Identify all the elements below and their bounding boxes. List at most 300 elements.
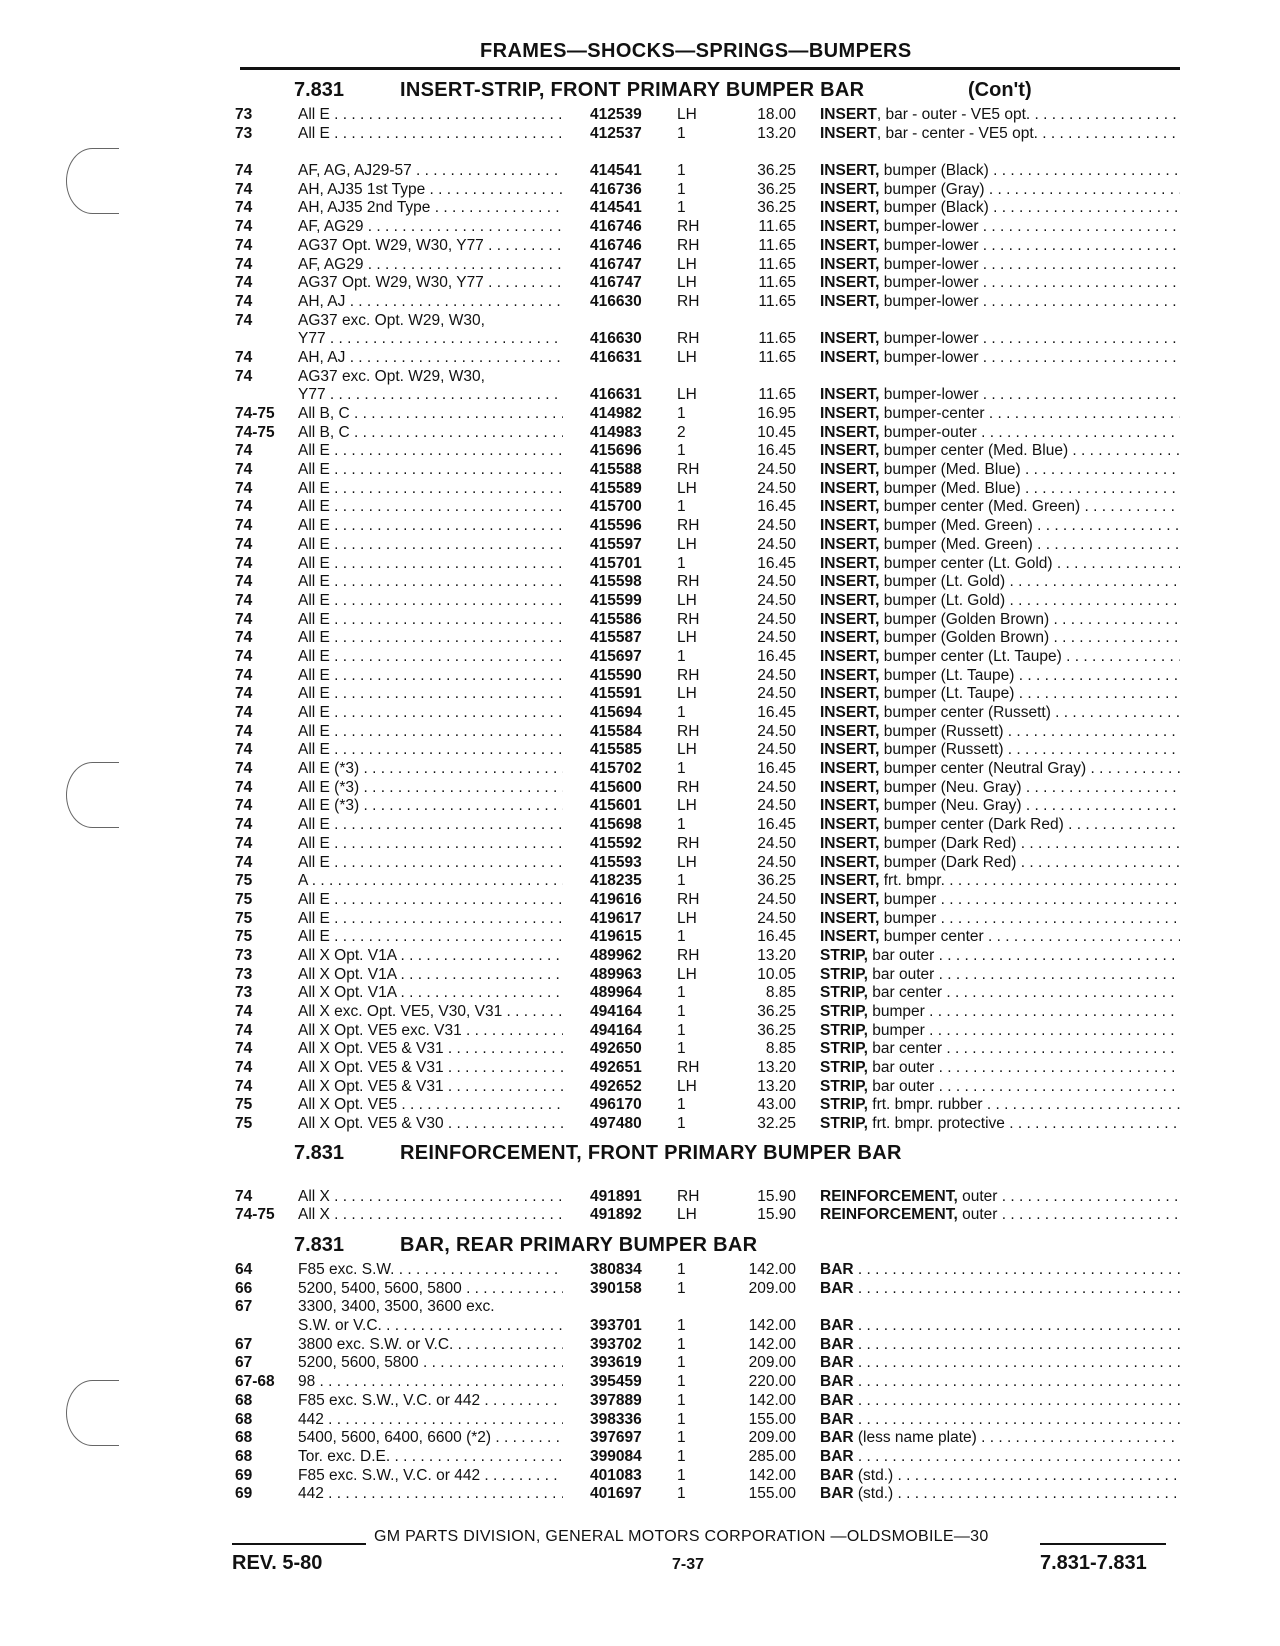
description-keyword: INSERT,	[820, 348, 880, 366]
part-number-cell: 415587	[590, 629, 642, 647]
table-row	[0, 1039, 1280, 1058]
price-cell: 209.00	[748, 1279, 796, 1297]
price-cell: 24.50	[757, 778, 796, 796]
model-cell: All E . . .	[298, 891, 563, 909]
description-keyword: INSERT,	[820, 591, 880, 609]
price-cell: 16.45	[757, 760, 796, 778]
description-keyword: INSERT	[820, 124, 877, 142]
description-text	[854, 1411, 1180, 1428]
price-cell: 142.00	[748, 1466, 796, 1484]
description-keyword: STRIP,	[820, 1059, 868, 1077]
year-cell: 74	[235, 498, 253, 516]
quantity-cell: 1	[677, 1391, 686, 1409]
price-cell: 142.00	[748, 1391, 796, 1409]
footer-section-range: 7.831-7.831	[1040, 1552, 1147, 1574]
description-text: bumper . . .	[879, 910, 1180, 927]
price-cell: 24.50	[757, 479, 796, 497]
year-cell: 74	[235, 274, 253, 292]
model-cell: AF, AG, AJ29-57 . . .	[298, 162, 563, 180]
description-text: bumper (Neu. Gray) . . .	[879, 797, 1180, 814]
model-cell: 3800 exc. S.W. or V.C. . . .	[298, 1336, 563, 1354]
model-cell: 98 . . .	[298, 1373, 563, 1391]
year-cell: 74	[235, 760, 253, 778]
quantity-cell: 1	[677, 180, 686, 198]
description-keyword: INSERT,	[820, 236, 880, 254]
quantity-cell: 1	[677, 760, 686, 778]
description-text: bumper center (Neutral Gray) . . .	[879, 760, 1180, 777]
description-text	[854, 1280, 1180, 1297]
quantity-cell: 1	[677, 704, 686, 721]
quantity-cell: 1	[677, 1354, 686, 1372]
model-cell: AG37 Opt. W29, W30, Y77 . . .	[298, 237, 563, 255]
description-text: bumper (Golden Brown) . . .	[879, 611, 1180, 628]
model-cell: All E . . .	[298, 517, 563, 535]
price-cell: 142.00	[748, 1261, 796, 1278]
model-cell: All E . . .	[298, 854, 563, 872]
description-keyword: INSERT,	[820, 741, 880, 759]
description-text: bumper center (Med. Green) . . .	[879, 498, 1180, 515]
model-cell: All E . . .	[298, 629, 563, 647]
table-row	[0, 1260, 1280, 1279]
description-text: bar center . . .	[868, 1040, 1180, 1057]
description-cell	[820, 536, 1180, 554]
quantity-cell: 1	[677, 1373, 686, 1391]
price-cell: 24.50	[757, 890, 796, 908]
quantity-cell: RH	[677, 236, 700, 254]
table-row	[0, 292, 1280, 311]
model-cell: All E . . .	[298, 555, 563, 573]
description-cell	[820, 1280, 1180, 1298]
section-title: BAR, REAR PRIMARY BUMPER BAR	[400, 1234, 758, 1256]
price-cell: 16.45	[757, 928, 796, 946]
part-number-cell: 397697	[590, 1429, 642, 1447]
year-cell: 74	[235, 554, 253, 572]
description-keyword: REINFORCEMENT,	[820, 1187, 958, 1205]
model-cell: All X Opt. VE5 exc. V31 . . .	[298, 1022, 563, 1040]
description-cell	[820, 424, 1180, 442]
year-cell: 68	[235, 1410, 253, 1428]
quantity-cell: 1	[677, 1096, 686, 1114]
table-row	[0, 124, 1280, 143]
table-row	[0, 217, 1280, 236]
price-cell: 11.65	[758, 274, 796, 292]
description-keyword: BAR	[820, 1410, 854, 1428]
price-cell: 24.50	[757, 853, 796, 871]
quantity-cell: RH	[677, 573, 700, 591]
year-cell: 74	[235, 704, 253, 721]
price-cell: 10.45	[757, 423, 796, 441]
quantity-cell: RH	[677, 292, 700, 310]
quantity-cell: 1	[677, 1466, 686, 1484]
part-number-cell: 414982	[590, 405, 642, 422]
price-cell: 24.50	[757, 461, 796, 479]
description-cell	[820, 480, 1180, 498]
description-text: bar outer . . .	[868, 1078, 1180, 1095]
quantity-cell: 1	[677, 1115, 686, 1133]
description-keyword: BAR	[820, 1391, 854, 1409]
part-number-cell: 494164	[590, 1003, 642, 1020]
part-number-cell: 414541	[590, 162, 642, 180]
price-cell: 24.50	[757, 629, 796, 647]
year-cell: 74	[235, 797, 253, 815]
table-row	[0, 778, 1280, 797]
year-cell: 69	[235, 1485, 253, 1503]
year-cell: 68	[235, 1391, 253, 1409]
description-keyword: INSERT,	[820, 386, 880, 404]
model-cell: All E . . .	[298, 592, 563, 610]
model-cell: All B, C . . .	[298, 405, 563, 423]
year-cell: 74	[235, 685, 253, 703]
section-insert-strip	[0, 78, 1280, 1133]
part-number-cell: 491891	[590, 1187, 642, 1205]
description-keyword: INSERT,	[820, 479, 880, 497]
table-row	[0, 871, 1280, 890]
year-cell: 73	[235, 984, 253, 1002]
model-cell: AH, AJ35 2nd Type . . .	[298, 199, 563, 217]
table-row	[0, 1353, 1280, 1372]
part-number-cell: 416630	[590, 330, 642, 348]
price-cell: 11.65	[758, 386, 796, 404]
quantity-cell: RH	[677, 778, 700, 796]
part-number-cell: 415600	[590, 778, 642, 796]
part-number-cell: 416631	[590, 386, 642, 404]
year-cell: 74-75	[235, 423, 275, 441]
quantity-cell: 1	[677, 1485, 686, 1503]
description-cell	[820, 648, 1180, 666]
description-keyword: BAR	[820, 1335, 854, 1353]
part-number-cell: 380834	[590, 1261, 642, 1278]
table-row	[0, 180, 1280, 199]
table-row	[0, 441, 1280, 460]
table-row	[0, 535, 1280, 554]
table-row	[0, 1391, 1280, 1410]
table-row	[0, 796, 1280, 815]
year-cell: 74-75	[235, 1206, 275, 1224]
model-cell: All E . . .	[298, 816, 563, 834]
table-row	[0, 255, 1280, 274]
table-row	[0, 666, 1280, 685]
quantity-cell: LH	[677, 274, 697, 292]
description-cell	[820, 667, 1180, 685]
description-keyword: STRIP,	[820, 1096, 868, 1114]
description-cell	[820, 1467, 1180, 1485]
description-cell	[820, 741, 1180, 759]
table-row	[0, 198, 1280, 217]
part-number-cell: 390158	[590, 1279, 642, 1297]
title-rule	[240, 67, 1180, 70]
price-cell: 16.45	[757, 498, 796, 516]
part-number-cell: 415584	[590, 722, 642, 740]
part-number-cell: 491892	[590, 1206, 642, 1224]
table-row	[0, 834, 1280, 853]
description-cell	[820, 704, 1180, 722]
year-cell: 74	[235, 367, 253, 385]
price-cell: 13.20	[757, 946, 796, 964]
model-cell: S.W. or V.C. . . .	[298, 1317, 563, 1335]
quantity-cell: 1	[677, 1317, 686, 1335]
price-cell: 24.50	[757, 591, 796, 609]
part-number-cell: 415589	[590, 479, 642, 497]
description-text	[854, 1336, 1180, 1353]
price-cell: 11.65	[758, 330, 796, 348]
quantity-cell: 1	[677, 816, 686, 834]
description-text: bumper-lower . . .	[879, 349, 1180, 366]
table-row	[0, 1335, 1280, 1354]
price-cell: 13.20	[757, 124, 796, 142]
description-keyword: INSERT,	[820, 760, 880, 778]
description-cell	[820, 386, 1180, 404]
quantity-cell: 1	[677, 1003, 686, 1020]
table-row	[0, 628, 1280, 647]
quantity-cell: 1	[677, 1410, 686, 1428]
model-cell: All B, C . . .	[298, 424, 563, 442]
year-cell: 68	[235, 1447, 253, 1465]
year-cell: 74	[235, 816, 253, 834]
table-row	[0, 853, 1280, 872]
description-text: bumper (Golden Brown) . . .	[879, 629, 1180, 646]
quantity-cell: 2	[677, 423, 686, 441]
description-keyword: INSERT,	[820, 180, 880, 198]
table-row	[0, 983, 1280, 1002]
price-cell: 24.50	[757, 535, 796, 553]
description-text: frt. bmpr. . . .	[879, 872, 1180, 889]
quantity-cell: 1	[677, 1021, 686, 1039]
description-text: bumper-lower . . .	[879, 293, 1180, 310]
model-cell: AH, AJ . . .	[298, 349, 563, 367]
year-cell: 74	[235, 442, 253, 460]
description-keyword: INSERT,	[820, 498, 880, 516]
table-row	[0, 1279, 1280, 1298]
description-cell	[820, 1485, 1180, 1503]
part-number-cell: 415701	[590, 554, 642, 572]
price-cell: 142.00	[748, 1317, 796, 1335]
year-cell: 75	[235, 928, 253, 946]
description-cell	[820, 199, 1180, 217]
description-cell	[820, 1354, 1180, 1372]
part-number-cell: 492651	[590, 1059, 642, 1077]
price-cell: 155.00	[748, 1485, 796, 1503]
year-cell: 75	[235, 1096, 253, 1114]
quantity-cell: 1	[677, 928, 686, 946]
description-keyword: BAR	[820, 1373, 854, 1391]
description-cell	[820, 779, 1180, 797]
quantity-cell: 1	[677, 498, 686, 516]
description-keyword: BAR	[820, 1317, 854, 1335]
description-text: bumper-lower . . .	[879, 237, 1180, 254]
price-cell: 209.00	[748, 1354, 796, 1372]
part-number-cell: 415591	[590, 685, 642, 703]
price-cell: 11.65	[758, 236, 796, 254]
section-rear-bar	[0, 1233, 1280, 1503]
part-number-cell: 393619	[590, 1354, 642, 1372]
description-keyword: INSERT,	[820, 535, 880, 553]
table-row	[0, 404, 1280, 423]
description-keyword: INSERT,	[820, 423, 880, 441]
description-cell	[820, 835, 1180, 853]
part-number-cell: 416747	[590, 274, 642, 292]
description-keyword: INSERT,	[820, 666, 880, 684]
model-cell: 3300, 3400, 3500, 3600 exc.	[298, 1298, 495, 1316]
part-number-cell: 401697	[590, 1485, 642, 1503]
quantity-cell: RH	[677, 890, 700, 908]
model-cell: 5200, 5600, 5800 . . .	[298, 1354, 563, 1372]
description-cell	[820, 1448, 1180, 1466]
year-cell: 74	[235, 1021, 253, 1039]
model-cell: 442 . . .	[298, 1485, 563, 1503]
model-cell: All E . . .	[298, 536, 563, 554]
model-cell: Y77 . . .	[298, 386, 563, 404]
footer-page-number: 7-37	[672, 1556, 705, 1573]
year-cell: 64	[235, 1261, 253, 1278]
year-cell: 74-75	[235, 405, 275, 422]
description-cell	[820, 106, 1180, 124]
footer-division: GM PARTS DIVISION, GENERAL MOTORS CORPORATION —OLDSMOBILE—30	[374, 1528, 989, 1545]
price-cell: 13.20	[757, 1059, 796, 1077]
table-row	[0, 348, 1280, 367]
description-cell	[820, 629, 1180, 647]
description-keyword: INSERT,	[820, 255, 880, 273]
section-header	[0, 1141, 1280, 1168]
quantity-cell: RH	[677, 218, 700, 236]
description-text: bar outer . . .	[868, 966, 1180, 983]
part-number-cell: 415592	[590, 834, 642, 852]
table-row	[0, 273, 1280, 292]
part-number-cell: 399084	[590, 1447, 642, 1465]
description-cell	[820, 816, 1180, 834]
part-number-cell: 415586	[590, 610, 642, 628]
table-row	[0, 722, 1280, 741]
table-row	[0, 460, 1280, 479]
price-cell: 16.45	[757, 554, 796, 572]
model-cell: All E . . .	[298, 928, 563, 946]
description-cell	[820, 1411, 1180, 1429]
description-cell	[820, 517, 1180, 535]
part-number-cell: 415696	[590, 442, 642, 460]
model-cell: AG37 exc. Opt. W29, W30,	[298, 311, 485, 329]
year-cell: 75	[235, 909, 253, 927]
part-number-cell: 419615	[590, 928, 642, 946]
price-cell: 209.00	[748, 1429, 796, 1447]
model-cell: All E . . .	[298, 723, 563, 741]
price-cell: 36.25	[757, 1021, 796, 1039]
description-cell	[820, 1429, 1180, 1447]
part-number-cell: 494164	[590, 1021, 642, 1039]
description-keyword: STRIP,	[820, 1003, 868, 1020]
part-number-cell: 397889	[590, 1391, 642, 1409]
description-text: frt. bmpr. protective . . .	[868, 1115, 1180, 1132]
model-cell: Tor. exc. D.E. . . .	[298, 1448, 563, 1466]
table-row	[0, 1297, 1280, 1316]
model-cell: AG37 exc. Opt. W29, W30,	[298, 367, 485, 385]
quantity-cell: RH	[677, 461, 700, 479]
table-row	[0, 1058, 1280, 1077]
price-cell: 16.45	[757, 816, 796, 834]
description-cell	[820, 1022, 1180, 1040]
description-cell	[820, 293, 1180, 311]
description-cell	[820, 442, 1180, 460]
description-text: bumper (Med. Blue) . . .	[879, 461, 1180, 478]
table-row	[0, 367, 1280, 386]
price-cell: 43.00	[757, 1096, 796, 1114]
price-cell: 36.25	[757, 199, 796, 217]
quantity-cell: 1	[677, 1429, 686, 1447]
year-cell: 74	[235, 853, 253, 871]
part-number-cell: 398336	[590, 1410, 642, 1428]
table-row	[0, 236, 1280, 255]
part-number-cell: 416746	[590, 218, 642, 236]
description-cell	[820, 1392, 1180, 1410]
model-cell: All E (*3) . . .	[298, 797, 563, 815]
description-keyword: INSERT,	[820, 274, 880, 292]
model-cell: All X Opt. VE5 . . .	[298, 1096, 563, 1114]
table-row	[0, 329, 1280, 348]
description-keyword: INSERT,	[820, 218, 880, 236]
description-cell	[820, 928, 1180, 946]
year-cell: 73	[235, 106, 253, 123]
description-keyword: BAR	[820, 1447, 854, 1465]
part-number-cell: 415694	[590, 704, 642, 721]
section-number: 7.831	[294, 1142, 345, 1164]
price-cell: 8.85	[765, 1040, 796, 1058]
description-cell	[820, 611, 1180, 629]
description-keyword: STRIP,	[820, 1040, 868, 1058]
model-cell: A . . .	[298, 872, 563, 890]
price-cell: 24.50	[757, 722, 796, 740]
year-cell: 68	[235, 1429, 253, 1447]
year-cell: 73	[235, 946, 253, 964]
description-cell	[820, 872, 1180, 890]
quantity-cell: RH	[677, 834, 700, 852]
section-number: 7.831	[294, 1234, 345, 1256]
price-cell: 285.00	[748, 1447, 796, 1465]
year-cell: 73	[235, 965, 253, 983]
model-cell: All X Opt. VE5 & V30 . . .	[298, 1115, 563, 1133]
quantity-cell: RH	[677, 1187, 700, 1205]
year-cell: 74	[235, 348, 253, 366]
description-text: bumper . . .	[868, 1003, 1180, 1020]
table-row	[0, 516, 1280, 535]
quantity-cell: LH	[677, 965, 697, 983]
part-number-cell: 497480	[590, 1115, 642, 1133]
description-keyword: INSERT,	[820, 704, 880, 721]
table-row	[0, 1114, 1280, 1133]
price-cell: 24.50	[757, 666, 796, 684]
price-cell: 16.45	[757, 442, 796, 460]
footer-rule-left	[232, 1543, 366, 1545]
price-cell: 24.50	[757, 517, 796, 535]
price-cell: 142.00	[748, 1335, 796, 1353]
description-cell	[820, 237, 1180, 255]
price-cell: 36.25	[757, 162, 796, 180]
description-keyword: INSERT,	[820, 834, 880, 852]
footer-rule-right	[1040, 1543, 1166, 1545]
description-text: bumper-center . . .	[879, 405, 1180, 422]
description-keyword: INSERT,	[820, 685, 880, 703]
description-cell	[820, 592, 1180, 610]
description-text: bumper (Med. Green) . . .	[879, 517, 1180, 534]
description-text: bumper (Dark Red) . . .	[879, 835, 1180, 852]
description-text: bumper center (Dark Red) . . .	[879, 816, 1180, 833]
description-cell	[820, 181, 1180, 199]
year-cell: 74	[235, 1040, 253, 1058]
model-cell: All X Opt. VE5 & V31 . . .	[298, 1078, 563, 1096]
quantity-cell: LH	[677, 386, 697, 404]
model-cell: All E . . .	[298, 106, 563, 124]
description-cell	[820, 1003, 1180, 1021]
quantity-cell: RH	[677, 722, 700, 740]
description-text: bumper . . .	[868, 1022, 1180, 1039]
quantity-cell: LH	[677, 348, 697, 366]
